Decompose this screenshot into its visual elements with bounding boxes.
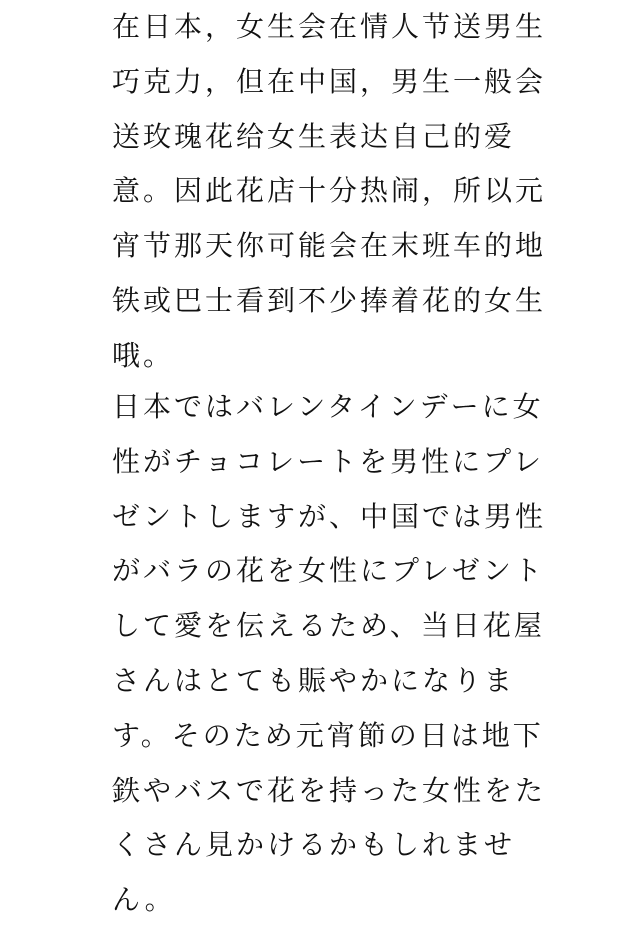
text-line: 宵节那天你可能会在末班车的地 <box>112 229 547 263</box>
text-line: ん。 <box>112 883 176 917</box>
text-line: す。そのため元宵節の日は地下 <box>112 718 544 752</box>
text-line: ゼントしますが、中国では男性 <box>112 499 547 533</box>
text-line: 铁或巴士看到不少捧着花的女生 <box>112 283 547 317</box>
text-line: さんはとても賑やかになりま <box>112 663 516 697</box>
paragraph-chinese <box>112 0 547 384</box>
text-line: して愛を伝えるため、当日花屋 <box>112 609 545 643</box>
text-line: 在日本，女生会在情人节送男生 <box>112 10 547 43</box>
paragraph-japanese <box>112 380 547 928</box>
text-line: 性がチョコレートを男性にプレ <box>112 444 545 478</box>
text-line: 巧克力，但在中国，男生一般会 <box>112 64 547 98</box>
text-line: がバラの花を女性にプレゼント <box>112 554 545 588</box>
text-line: 日本ではバレンタインデーに女 <box>112 390 544 423</box>
text-line: 意。因此花店十分热闹，所以元 <box>112 174 547 208</box>
text-line: 哦。 <box>112 338 175 372</box>
text-line: 送玫瑰花给女生表达自己的爱 <box>112 119 516 153</box>
text-line: くさん見かけるかもしれませ <box>112 828 516 862</box>
text-line: 鉄やバスで花を持った女性をた <box>112 773 547 807</box>
